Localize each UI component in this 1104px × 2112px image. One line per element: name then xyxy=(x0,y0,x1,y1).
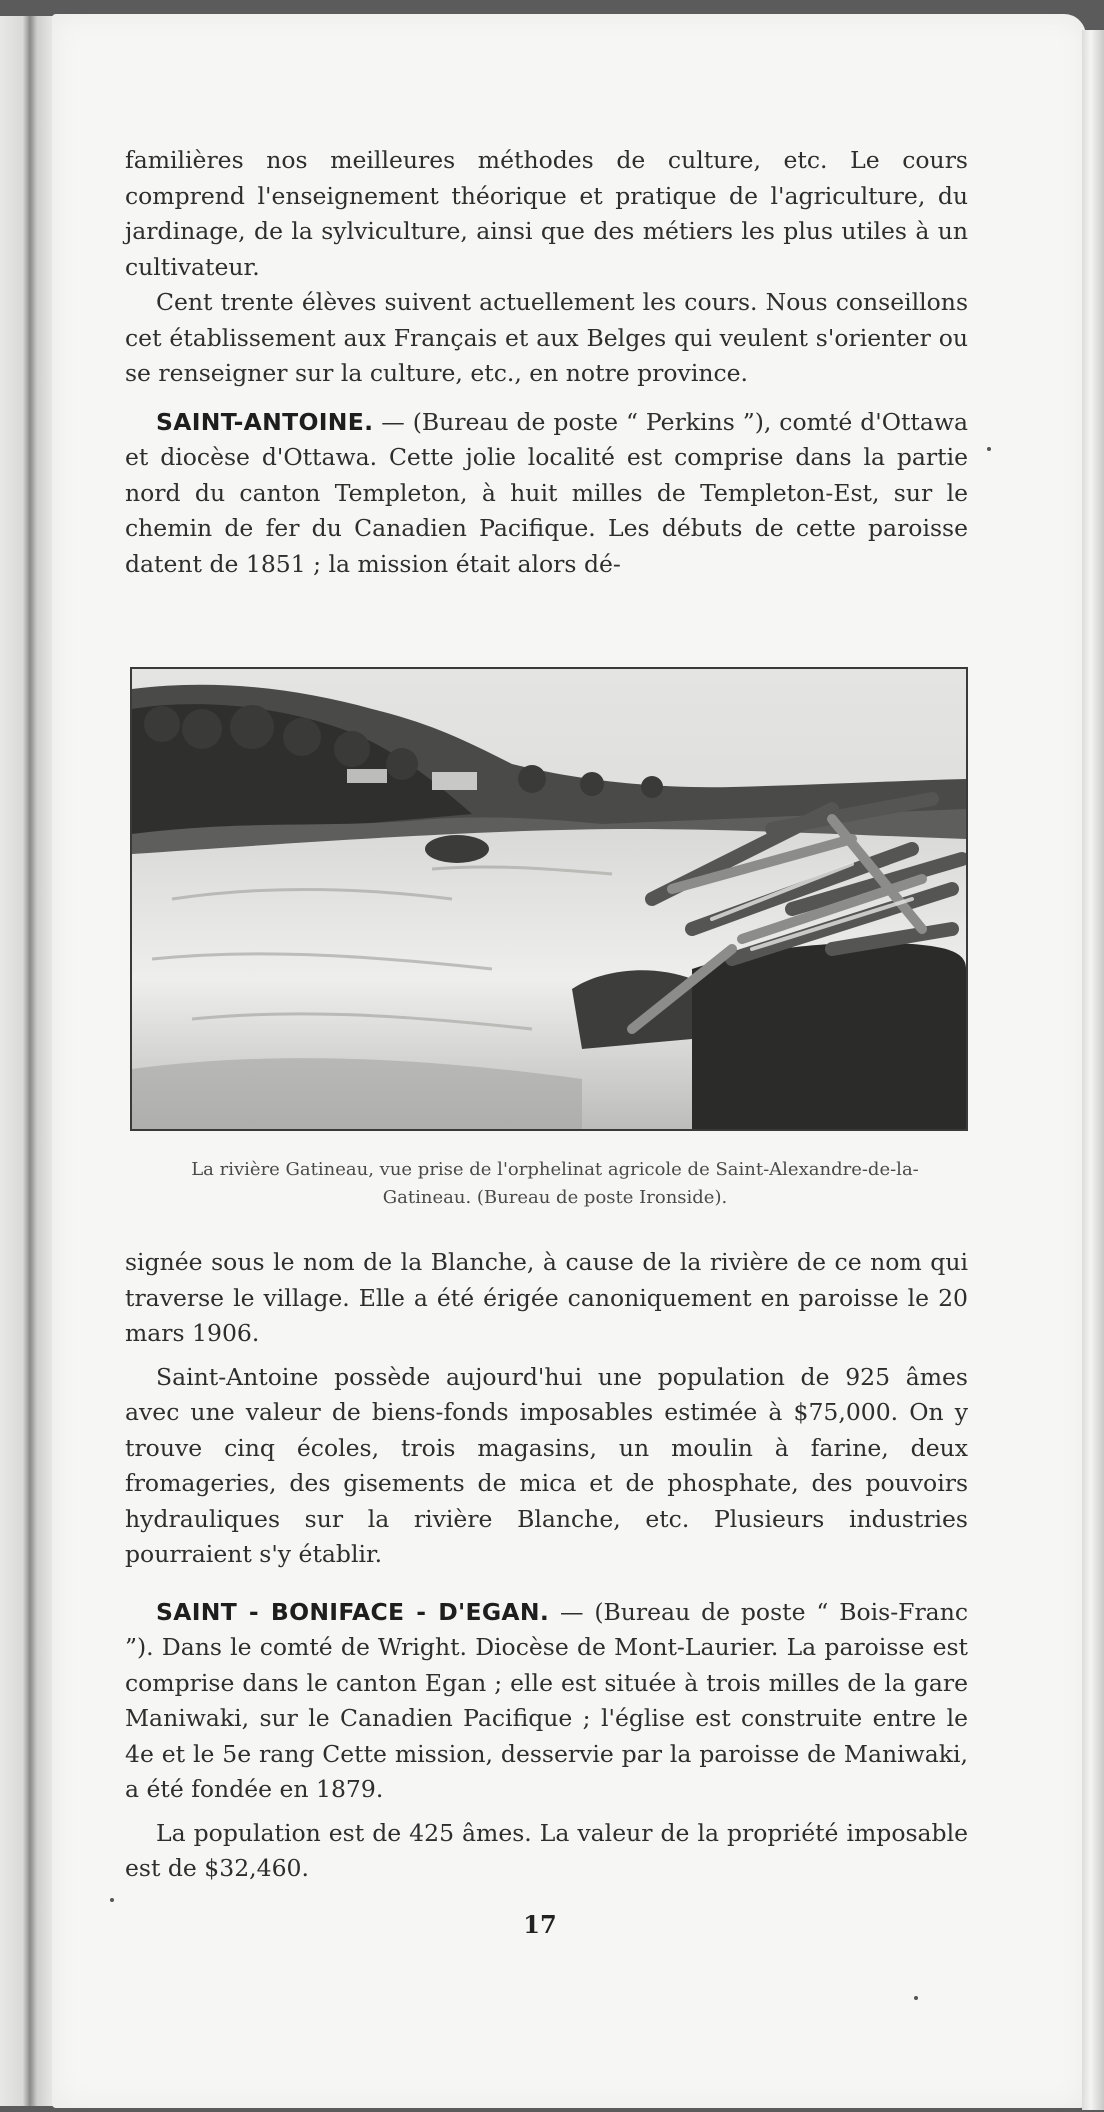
photo-riviere-gatineau xyxy=(130,667,968,1131)
lower-text-block xyxy=(125,1245,968,1887)
saint-antoine-text-part2: signée sous le nom de la Blanche, à cause de la rivière de ce nom qui traverse le village. Elle a été érigée canoniquement en paroisse le 20 mars 1906. xyxy=(125,1248,968,1347)
heading-saint-boniface-degan: SAINT - BONIFACE - D'EGAN. xyxy=(156,1597,550,1626)
paragraph-students: Cent trente élèves suivent actuellement les cours. Nous conseillons cet établissement aux Français et aux Belges qui veulent s'orienter ou se renseigner sur la culture, etc., en notre province. xyxy=(125,288,968,387)
scan-speck xyxy=(110,1898,114,1902)
book-binding-edge xyxy=(0,16,60,2106)
photo-caption: La rivière Gatineau, vue prise de l'orphelinat agricole de Saint-Alexandre-de-la-Gatineau. (Bureau de poste Ironside). xyxy=(191,1159,919,1208)
scan-speck xyxy=(987,447,991,451)
page-stack-edge xyxy=(1082,30,1104,2110)
scan-speck xyxy=(914,1996,918,2000)
top-text-block xyxy=(125,143,968,582)
saint-boniface-population: La population est de 425 âmes. La valeur de la propriété imposable est de $32,460. xyxy=(125,1818,968,1882)
saint-antoine-text-part1: — (Bureau de poste “ Perkins ”), comté d'Ottawa et diocèse d'Ottawa. Cette jolie localité est comprise dans la partie nord du canton Templeton, à huit milles de Templeton-Est, sur le chemin de fer du Canadien Pacifique. Les débuts de cette paroisse datent de 1851 ; la mission était alors dé- xyxy=(125,407,968,578)
saint-boniface-text: — (Bureau de poste “ Bois-Franc ”). Dans le comté de Wright. Diocèse de Mont-Laurier. La paroisse est comprise dans le canton Egan ; elle est située à trois milles de la gare Maniwaki, sur le Canadien Pacifique ; l'église est construite entre le 4e et le 5e rang Cette mission, desservie par la paroisse de Maniwaki, a été fondée en 1879. xyxy=(125,1597,968,1803)
paragraph-culture-course: familières nos meilleures méthodes de culture, etc. Le cours comprend l'enseignement théorique et pratique de l'agriculture, du jardinage, de la sylviculture, ainsi que des métiers les plus utiles à un cultivateur. xyxy=(125,146,968,281)
page-number: 17 xyxy=(523,1910,557,1939)
saint-antoine-population: Saint-Antoine possède aujourd'hui une population de 925 âmes avec une valeur de biens-fonds imposables estimée à $75,000. On y trouve cinq écoles, trois magasins, un moulin à farine, deux fromageries, des gisements de mica et de phosphate, des pouvoirs hydrauliques sur la rivière Blanche, etc. Plusieurs industries pourraient s'y établir. xyxy=(125,1362,968,1568)
saint-boniface-paragraph xyxy=(125,1595,968,1808)
saint-antoine-paragraph xyxy=(125,405,968,583)
heading-saint-antoine: SAINT-ANTOINE. xyxy=(156,407,374,436)
river-photo-illustration xyxy=(132,669,966,1129)
